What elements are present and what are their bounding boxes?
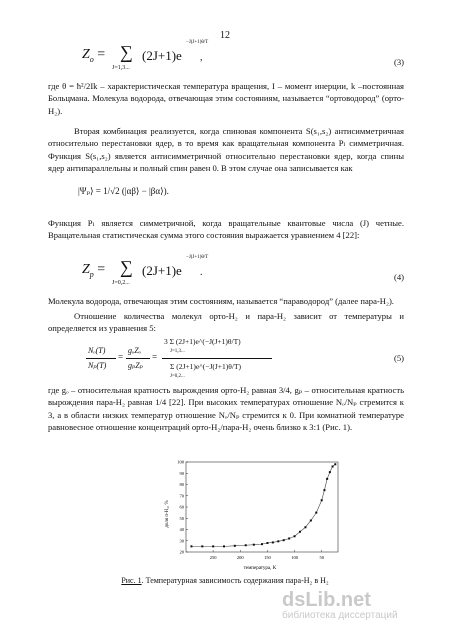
para-5: Отношение количества молекул орто-H₂ и пара-H₂ зависит от температуры и определяется из уравнения 5: (48, 311, 404, 334)
eq4-lhs: Z (82, 262, 90, 277)
watermark-logo: dsLib.net (282, 589, 371, 611)
eq3-sum-sub: J=1,3... (112, 65, 130, 71)
data-point (190, 545, 192, 547)
x-tick-label: 100 (291, 555, 298, 560)
page-number: 12 (220, 30, 230, 41)
data-point (329, 471, 331, 473)
series-line (191, 464, 335, 546)
watermark (282, 589, 442, 629)
data-point (332, 466, 334, 468)
para-4: Молекула водорода, отвечающая этим состояниям, называется “параводород” (далее пара-H₂). (48, 296, 394, 306)
eq5-number: (5) (393, 353, 404, 363)
data-point (294, 535, 296, 537)
eq4-exp: −J(J+1)θ/T (186, 255, 209, 260)
para-h2-fraction-chart (150, 452, 350, 572)
y-tick-label: 90 (179, 470, 184, 476)
eq4-tail: . (200, 267, 203, 278)
data-point (266, 542, 268, 544)
para-6: где gₒ – относительная кратность вырождения орто-H₂ равная 3/4, gₚ – относительная кратность вырождения пара-H₂ равная 1/4 [22]. При высоких температурах отношение Nₒ/Nₚ стремится к 3, а в области низких температур отношение Nₒ/Nₚ стремится к 0. При комнатной температуре равновесное отношение концентраций орто-H₂/пара-H₂ очень близко к 3:1 (Рис. 1). (48, 385, 404, 433)
eq5-lhs-den: Nₚ(T) (88, 361, 107, 370)
data-point (334, 463, 336, 465)
x-tick-label: 50 (319, 555, 324, 560)
data-point (321, 499, 323, 501)
data-point (212, 545, 214, 547)
eq3-lhs-sub: o (89, 54, 94, 64)
para-1: где θ = ħ²/2Ik – характеристическая температура вращения, I – момент инерции, k –постоянная Больцмана. Молекула водорода, отвечающая этим состояниям, называется “ортоводород” (орто-H₂). (48, 81, 404, 116)
data-point (304, 526, 306, 528)
x-tick-label: 250 (209, 555, 217, 560)
para-2: Вторая комбинация реализуется, когда спиновая компонента S(s₁,s₂) антисимметричная относительно перестановки ядер, в то время как вращательная компонента Pₗ симметричная. Функция S(s₁,s₂) является антисимметричной относительно перестановки ядер, когда спины ядер антипараллельны и полный спин равен 0. В этом случае она записывается как (48, 126, 404, 174)
y-tick-label: 40 (179, 527, 184, 533)
eq3-tail: , (200, 52, 203, 63)
eq3-sum-sign: ∑ (120, 42, 133, 62)
data-point (245, 544, 247, 546)
para-3: Функция Pₗ является симметричной, когда вращательные квантовые числа (J) четные. Вращательная статистическая сумма этого состояния выражается уравнением 4 [22]: (48, 218, 404, 241)
y-tick-label: 60 (179, 504, 184, 510)
data-point (201, 545, 203, 547)
eq3-number: (3) (393, 57, 404, 67)
para-3-block (48, 217, 404, 242)
caption-label: Рис. 1 (121, 576, 142, 585)
data-point (283, 539, 285, 541)
data-point (253, 544, 255, 546)
y-tick-label: 20 (179, 549, 184, 555)
eq5-rhs-bar (162, 358, 272, 359)
data-point (272, 541, 274, 543)
data-point (223, 545, 225, 547)
eq4-sum-sign: ∑ (120, 257, 133, 277)
data-point (277, 540, 279, 542)
eq5-rhs-den: Σ (2J+1)e^(−J(J+1)θ/T) (170, 362, 242, 371)
eq4-lhs-sub: p (89, 269, 94, 279)
plot-frame (186, 462, 338, 552)
x-tick-label: 200 (236, 555, 244, 560)
eq5-mid-den: gₚZₚ (128, 361, 143, 370)
y-tick-label: 50 (179, 515, 184, 521)
data-point (315, 512, 317, 514)
psi-equation: |Ψₚ⟩ = 1/√2 (|αβ⟩ − |βα⟩). (78, 186, 169, 196)
eq4-sum-sub: J=0,2... (112, 280, 130, 286)
watermark-subtitle: библиотека диссертаций (282, 610, 398, 621)
data-point (310, 520, 312, 522)
y-axis-label: доля п-H₂, % (165, 500, 170, 528)
caption-text: . Температурная зависимость содержания пара-H₂ в H₂ (141, 576, 329, 585)
x-axis-label: температура, K (243, 566, 277, 571)
y-tick-label: 80 (179, 482, 184, 488)
figure-caption (0, 576, 450, 585)
eq5-rhs-num: 3 Σ (2J+1)e^(−J(J+1)θ/T) (164, 337, 241, 346)
eq3-exp: −J(J+1)θ/T (186, 40, 209, 45)
eq5-lhs-bar (86, 358, 116, 359)
data-point (261, 543, 263, 545)
y-tick-label: 30 (179, 538, 184, 544)
x-tick-label: 150 (264, 555, 271, 560)
eq4-term: (2J+1)e (142, 263, 182, 278)
eq3-term: (2J+1)e (142, 48, 182, 63)
eq5-rhs-num-sub: J=1,3... (170, 349, 185, 354)
para-6-block (48, 384, 404, 434)
y-tick-label: 70 (179, 493, 184, 499)
eq3-lhs: Z (82, 47, 90, 62)
para-1-block (48, 80, 404, 117)
y-tick-label: 100 (177, 459, 184, 465)
eq4-number: (4) (393, 272, 404, 282)
data-point (326, 478, 328, 480)
eq5-mid-num: gₒZₒ (128, 346, 142, 355)
eq5-rhs-den-sub: J=0,2... (170, 374, 185, 379)
eq5-mid-bar (126, 358, 150, 359)
data-point (299, 531, 301, 533)
para-5-block (48, 310, 404, 335)
eq5-lhs-num: Nₒ(T) (88, 346, 106, 355)
para-4-block (48, 295, 404, 307)
para-2-block (48, 125, 404, 175)
data-point (323, 489, 325, 491)
data-point (234, 545, 236, 547)
data-point (288, 538, 290, 540)
